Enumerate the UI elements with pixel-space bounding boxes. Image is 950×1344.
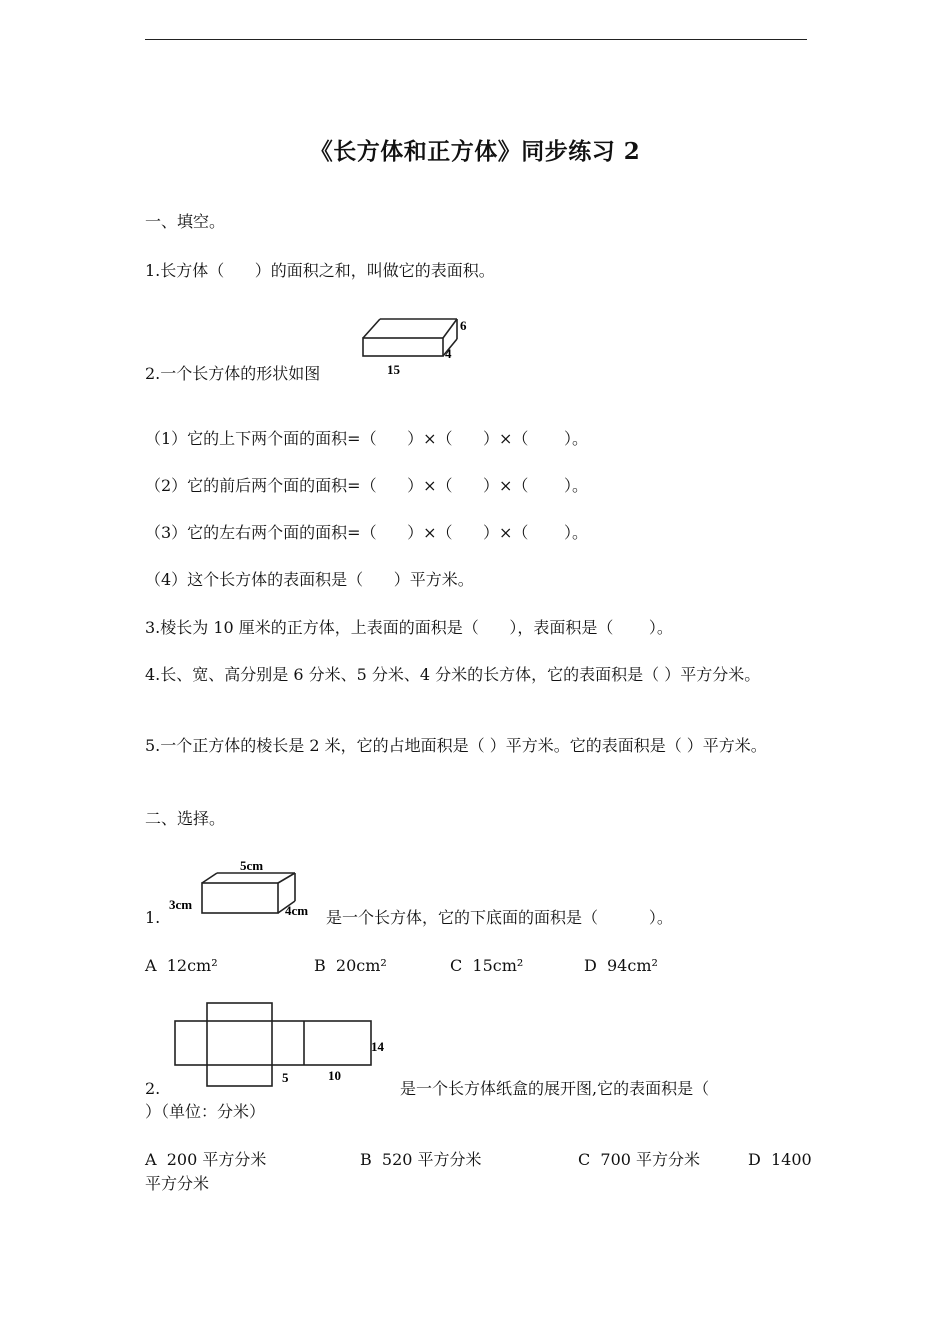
page-title: 《长方体和正方体》同步练习 2 (309, 138, 641, 165)
q2-1-option-b: B 20cm² (314, 956, 387, 975)
question-1-2: 2.一个长方体的形状如图 (145, 364, 321, 383)
box-net-figure (170, 1000, 400, 1090)
q2-2-option-a: A 200 平方分米 (145, 1150, 267, 1169)
cuboid-width-label: 4 (445, 346, 452, 361)
net-height-label: 14 (371, 1039, 384, 1054)
cuboid2-left-label: 3cm (169, 897, 193, 912)
question-2-2: 是一个长方体纸盒的展开图,它的表面积是（ (400, 1079, 710, 1098)
q2-2-option-b: B 520 平方分米 (360, 1150, 482, 1169)
question-1-2-sub3: （3）它的左右两个面的面积=（ ）×（ ）×（ ）。 (145, 523, 589, 542)
question-1-3: 3.棱长为 10 厘米的正方体，上表面的面积是（ ），表面积是（ ）。 (145, 618, 673, 637)
q2-1-option-a: A 12cm² (145, 956, 218, 975)
question-1-2-sub4: （4）这个长方体的表面积是（ ）平方米。 (145, 570, 474, 589)
cuboid2-top-label: 5cm (240, 858, 264, 873)
question-2-2-unit: ）（单位：分米） (145, 1102, 266, 1121)
q2-2-option-c: C 700 平方分米 (578, 1150, 701, 1169)
cuboid2-right-label: 4cm (285, 903, 309, 918)
cuboid-height-label: 6 (460, 318, 467, 333)
question-2-1: 是一个长方体，它的下底面的面积是（ ）。 (326, 908, 673, 927)
q2-1-option-d: D 94cm² (584, 956, 658, 975)
question-2-1-number: 1. (145, 908, 161, 927)
question-1-2-sub1: （1）它的上下两个面的面积=（ ）×（ ）×（ ）。 (145, 429, 589, 448)
q2-2-option-d-tail: 平方分米 (145, 1174, 210, 1193)
cuboid-figure-2 (165, 855, 325, 925)
cuboid-figure (355, 312, 475, 380)
question-1-4: 4.长、宽、高分别是 6 分米、5 分米、4 分米的长方体，它的表面积是（ ）平方分米。 (145, 665, 761, 684)
q2-2-option-d: D 1400 (748, 1150, 812, 1169)
question-1-5: 5.一个正方体的棱长是 2 米，它的占地面积是（ ）平方米。它的表面积是（ ）平方米。 (145, 736, 767, 755)
question-1-2-sub2: （2）它的前后两个面的面积=（ ）×（ ）×（ ）。 (145, 476, 589, 495)
q2-1-option-c: C 15cm² (450, 956, 524, 975)
net-label-b: 10 (328, 1068, 341, 1083)
question-1-1: 1.长方体（ ）的面积之和，叫做它的表面积。 (145, 261, 495, 280)
section2-heading: 二、选择。 (145, 809, 226, 828)
question-2-2-number: 2. (145, 1079, 161, 1098)
header-rule (145, 39, 807, 40)
cuboid-length-label: 15 (387, 362, 400, 377)
section1-heading: 一、填空。 (145, 212, 226, 231)
net-label-a: 5 (282, 1070, 289, 1085)
